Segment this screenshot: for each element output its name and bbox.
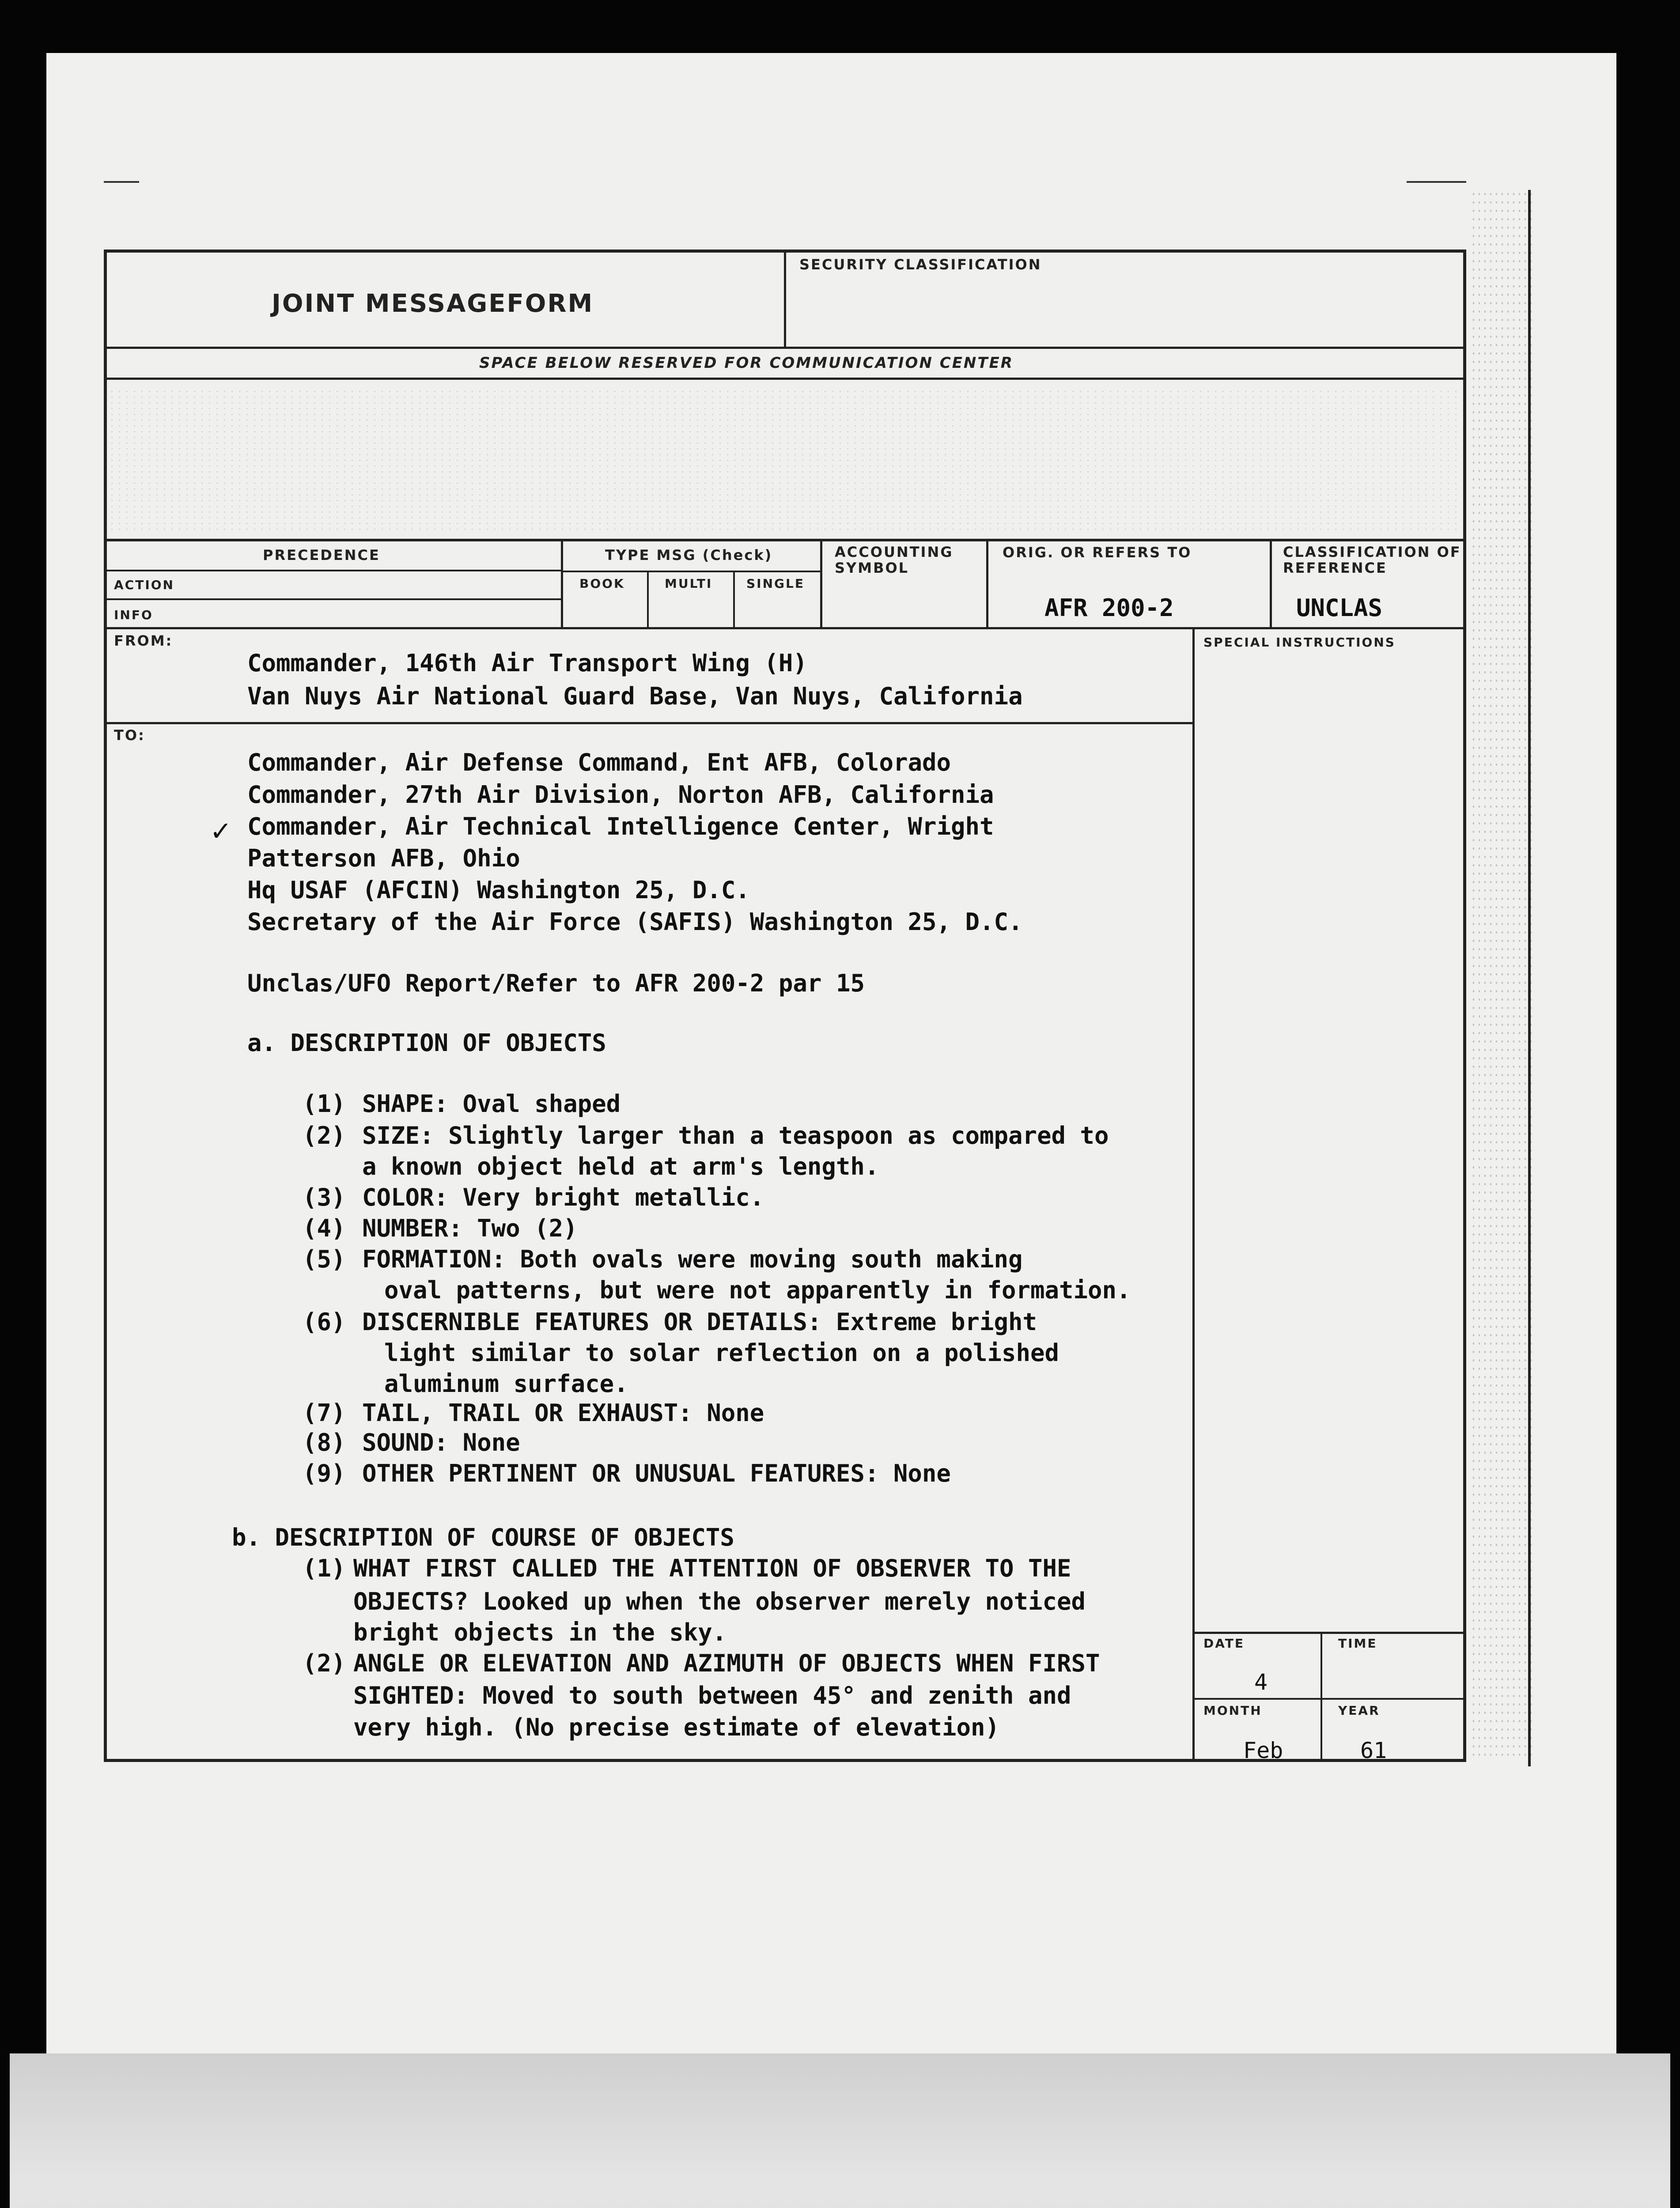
- item-text: TAIL, TRAIL OR EXHAUST: None: [362, 1399, 764, 1427]
- item-text: COLOR: Very bright metallic.: [362, 1183, 764, 1211]
- item-text: aluminum surface.: [384, 1370, 628, 1398]
- form-title: JOINT MESSAGEFORM: [272, 289, 594, 318]
- item-text: OBJECTS? Looked up when the observer merely noticed: [353, 1588, 1086, 1615]
- year-label: YEAR: [1338, 1703, 1380, 1718]
- type-msg-label: TYPE MSG (Check): [605, 547, 773, 563]
- to-line-5: Hq USAF (AFCIN) Washington 25, D.C.: [247, 876, 750, 904]
- from-line-2: Van Nuys Air National Guard Base, Van Nuys, California: [247, 682, 1023, 710]
- from-line-1: Commander, 146th Air Transport Wing (H): [247, 649, 807, 677]
- item-text: SIGHTED: Moved to south between 45° and zenith and: [353, 1682, 1071, 1709]
- item-text: NUMBER: Two (2): [362, 1214, 578, 1242]
- item-number: (3): [303, 1183, 346, 1211]
- item-text: ANGLE OR ELEVATION AND AZIMUTH OF OBJECTS WHEN FIRST: [353, 1649, 1100, 1677]
- item-text: DISCERNIBLE FEATURES OR DETAILS: Extreme bright: [362, 1308, 1037, 1336]
- to-line-4: Patterson AFB, Ohio: [247, 844, 520, 872]
- orig-refers-value: AFR 200-2: [1044, 594, 1174, 622]
- orig-refers-label: ORIG. OR REFERS TO: [1003, 544, 1192, 561]
- scan-margin: [10, 2053, 1670, 2208]
- classification-of-reference-label: CLASSIFICATION OF REFERENCE: [1283, 544, 1461, 576]
- item-text: a known object held at arm's length.: [362, 1153, 879, 1180]
- section-a-heading: a. DESCRIPTION OF OBJECTS: [247, 1029, 606, 1057]
- item-text: SIZE: Slightly larger than a teaspoon as compared to: [362, 1122, 1109, 1149]
- item-number: (7): [303, 1399, 346, 1427]
- to-line-2: Commander, 27th Air Division, Norton AFB, California: [247, 781, 994, 809]
- date-value: 4: [1254, 1669, 1268, 1695]
- item-number: (6): [303, 1308, 346, 1336]
- to-line-3: Commander, Air Technical Intelligence Center, Wright: [247, 813, 994, 840]
- item-number: (9): [303, 1459, 346, 1487]
- time-label: TIME: [1338, 1636, 1377, 1651]
- security-classification-label: SECURITY CLASSIFICATION: [799, 256, 1042, 273]
- item-text: SHAPE: Oval shaped: [362, 1090, 621, 1118]
- crop-mark-right: [1407, 181, 1466, 183]
- check-mark-icon: ✓: [210, 816, 232, 847]
- item-text: SOUND: None: [362, 1429, 520, 1456]
- type-msg-book: BOOK: [579, 576, 625, 591]
- type-msg-multi: MULTI: [665, 576, 713, 591]
- item-text: OTHER PERTINENT OR UNUSUAL FEATURES: None: [362, 1459, 951, 1487]
- item-text: bright objects in the sky.: [353, 1618, 727, 1646]
- scan-edge-line: [1528, 190, 1531, 1766]
- year-value: 61: [1360, 1738, 1387, 1763]
- accounting-symbol-label: ACCOUNTING SYMBOL: [835, 544, 954, 576]
- month-value: Feb: [1243, 1738, 1283, 1763]
- section-b-heading: b. DESCRIPTION OF COURSE OF OBJECTS: [232, 1524, 734, 1551]
- action-label: ACTION: [114, 578, 174, 592]
- item-number: (1): [303, 1554, 346, 1582]
- reserved-banner: SPACE BELOW RESERVED FOR COMMUNICATION CENTER: [479, 354, 1014, 372]
- item-number: (8): [303, 1429, 346, 1456]
- month-label: MONTH: [1203, 1703, 1262, 1718]
- crop-mark-left: [104, 181, 139, 183]
- item-text: very high. (No precise estimate of elevation): [353, 1713, 999, 1741]
- from-label: FROM:: [114, 632, 173, 649]
- classification-of-reference-value: UNCLAS: [1296, 594, 1383, 622]
- scan-speckle-edge: [1471, 190, 1532, 1762]
- precedence-label: PRECEDENCE: [263, 547, 380, 563]
- item-text: WHAT FIRST CALLED THE ATTENTION OF OBSERVER TO THE: [353, 1554, 1071, 1582]
- item-text: FORMATION: Both ovals were moving south making: [362, 1245, 1023, 1273]
- item-number: (2): [303, 1122, 346, 1149]
- to-line-1: Commander, Air Defense Command, Ent AFB, Colorado: [247, 749, 951, 776]
- special-instructions-label: SPECIAL INSTRUCTIONS: [1203, 635, 1396, 650]
- item-text: light similar to solar reflection on a polished: [384, 1339, 1059, 1367]
- item-text: oval patterns, but were not apparently in formation.: [384, 1276, 1131, 1304]
- type-msg-single: SINGLE: [746, 576, 805, 591]
- subject-line: Unclas/UFO Report/Refer to AFR 200-2 par 15: [247, 969, 865, 997]
- item-number: (1): [303, 1090, 346, 1118]
- to-label: TO:: [114, 727, 145, 744]
- to-line-6: Secretary of the Air Force (SAFIS) Washington 25, D.C.: [247, 908, 1023, 936]
- item-number: (2): [303, 1649, 346, 1677]
- item-number: (5): [303, 1245, 346, 1273]
- info-label: INFO: [114, 608, 153, 622]
- item-number: (4): [303, 1214, 346, 1242]
- date-label: DATE: [1203, 1636, 1245, 1651]
